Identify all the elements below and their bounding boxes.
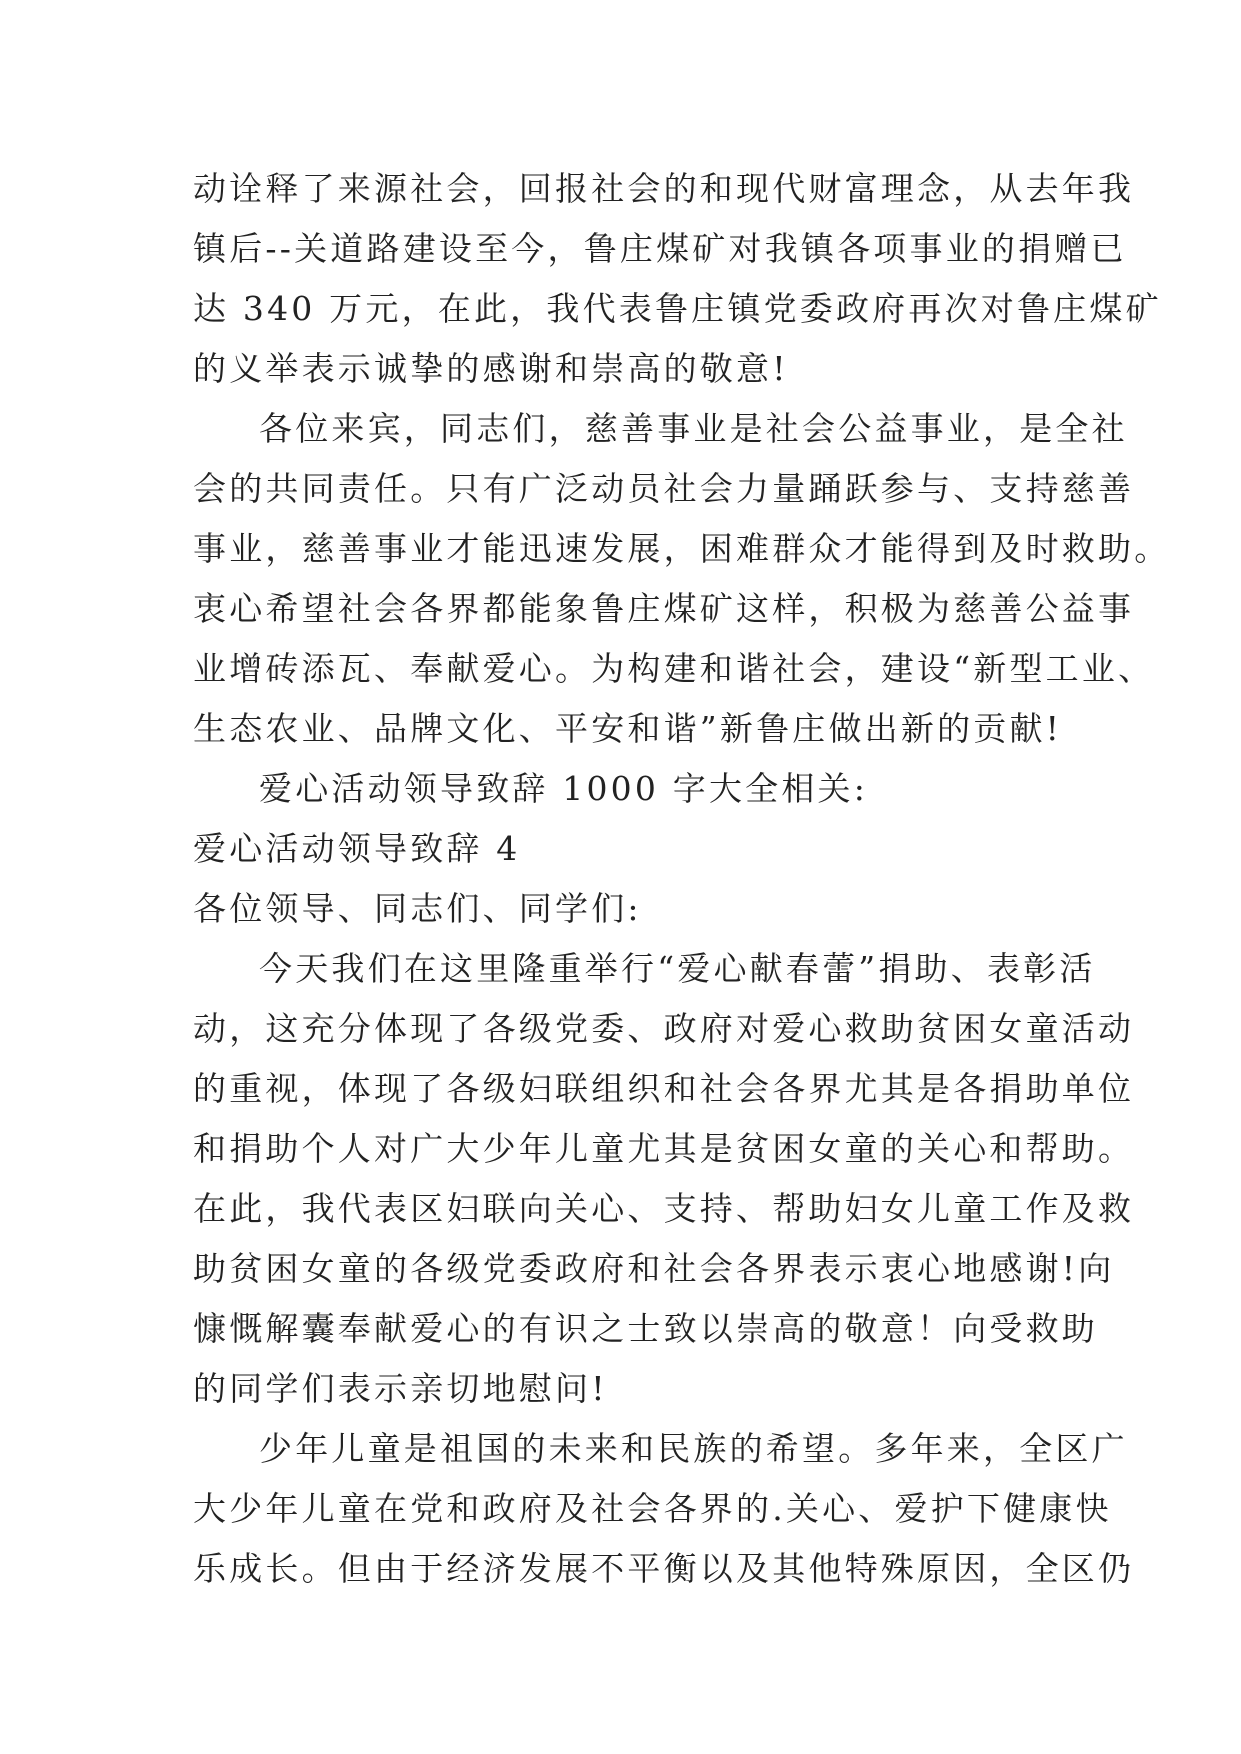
paragraph-start-line: 今天我们在这里隆重举行“爱心献春蕾”捐助、表彰活 [259, 949, 1096, 988]
text-line: 达 340 万元，在此，我代表鲁庄镇党委政府再次对鲁庄煤矿 [193, 289, 1162, 328]
text-line: 动诠释了来源社会，回报社会的和现代财富理念，从去年我 [193, 169, 1135, 208]
text-line: 衷心希望社会各界都能象鲁庄煤矿这样，积极为慈善公益事 [193, 589, 1135, 628]
text-line: 的同学们表示亲切地慰问! [193, 1369, 608, 1408]
related-heading: 爱心活动领导致辞 1000 字大全相关: [259, 769, 869, 808]
section-title: 爱心活动领导致辞 4 [193, 829, 521, 868]
text-line: 的重视，体现了各级妇联组织和社会各界尤其是各捐助单位 [193, 1069, 1135, 1108]
text-line: 的义举表示诚挚的感谢和崇高的敬意! [193, 349, 789, 388]
text-line: 在此，我代表区妇联向关心、支持、帮助妇女儿童工作及救 [193, 1189, 1135, 1228]
text-line: 动，这充分体现了各级党委、政府对爱心救助贫困女童活动 [193, 1009, 1135, 1048]
document-body [193, 159, 1171, 1599]
text-line: 大少年儿童在党和政府及社会各界的.关心、爱护下健康快 [193, 1489, 1112, 1528]
paragraph-start-line: 各位来宾，同志们，慈善事业是社会公益事业，是全社 [259, 409, 1128, 448]
text-line: 生态农业、品牌文化、平安和谐”新鲁庄做出新的贡献! [193, 709, 1063, 748]
text-line: 和捐助个人对广大少年儿童尤其是贫困女童的关心和帮助。 [193, 1129, 1135, 1168]
text-line: 助贫困女童的各级党委政府和社会各界表示衷心地感谢!向 [193, 1249, 1115, 1288]
text-line: 事业，慈善事业才能迅速发展，困难群众才能得到及时救助。 [193, 529, 1171, 568]
text-line: 慷慨解囊奉献爱心的有识之士致以崇高的敬意！向受救助 [193, 1309, 1098, 1348]
text-line: 会的共同责任。只有广泛动员社会力量踊跃参与、支持慈善 [193, 469, 1135, 508]
text-line: 镇后--关道路建设至今，鲁庄煤矿对我镇各项事业的捐赠已 [193, 229, 1127, 268]
text-line: 乐成长。但由于经济发展不平衡以及其他特殊原因，全区仍 [193, 1549, 1135, 1588]
text-line: 业增砖添瓦、奉献爱心。为构建和谐社会，建设“新型工业、 [193, 649, 1155, 688]
salutation: 各位领导、同志们、同学们: [193, 889, 642, 928]
paragraph-start-line: 少年儿童是祖国的未来和民族的希望。多年来，全区广 [259, 1429, 1128, 1468]
